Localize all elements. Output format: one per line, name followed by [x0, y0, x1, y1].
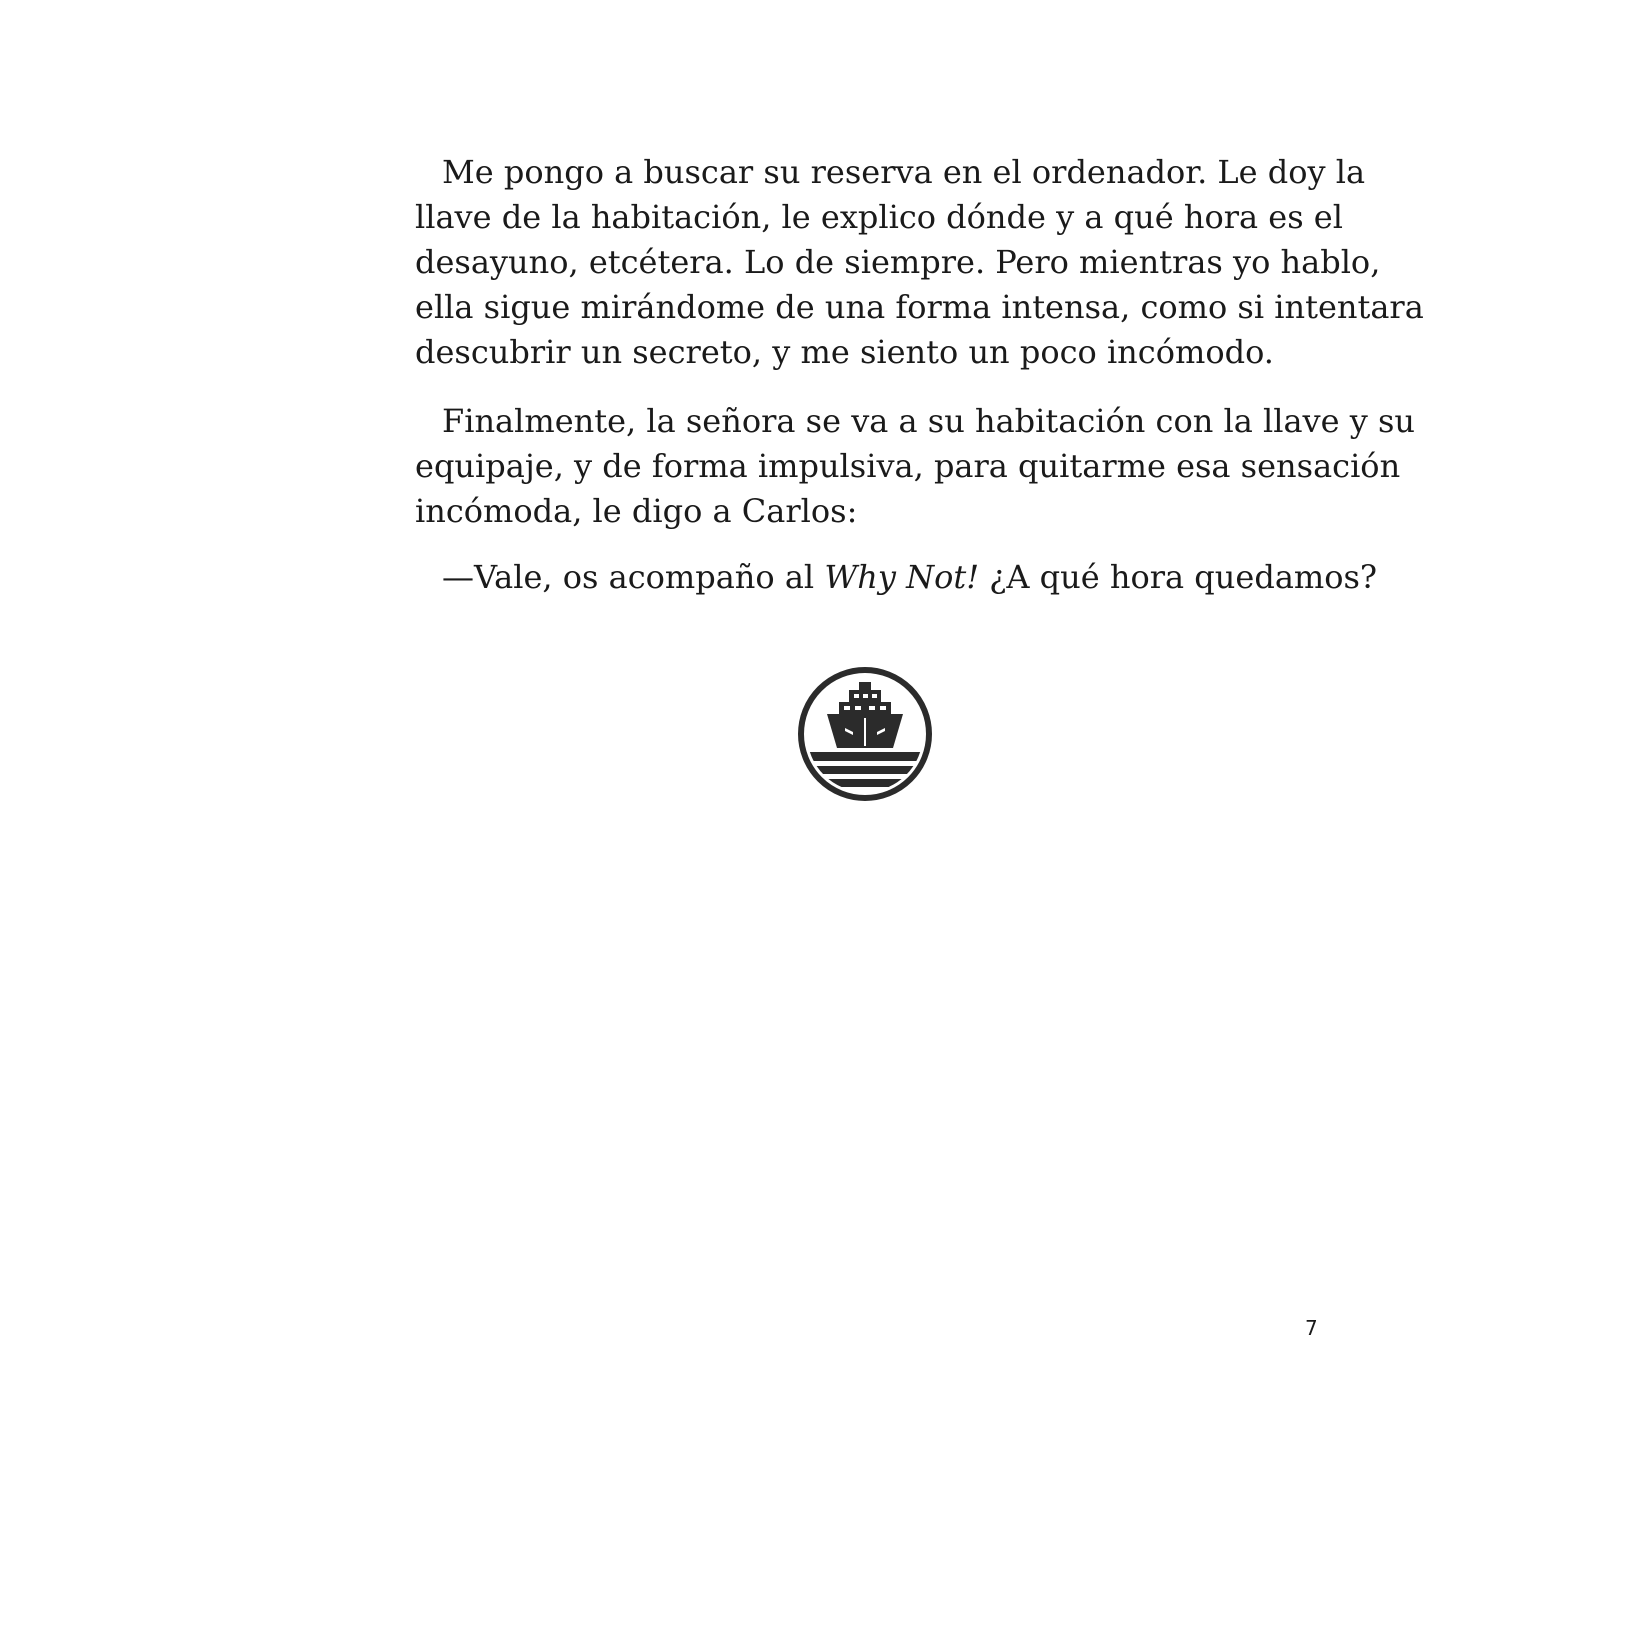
ship-emblem-icon	[797, 666, 933, 802]
page-number: 7	[1305, 1316, 1318, 1340]
text-line: llave de la habitación, le explico dónde y a qué hora es el	[415, 198, 1343, 236]
paragraph-1	[415, 150, 1424, 375]
body-text	[415, 150, 1424, 534]
text-line: ella sigue mirándome de una forma intensa, como si intentara	[415, 288, 1424, 326]
text-line: Me pongo a buscar su reserva en el ordenador. Le doy la	[442, 153, 1366, 191]
dialogue-paragraph	[442, 555, 1377, 600]
dialogue-italic-title: Why Not!	[824, 558, 980, 596]
dialogue-text-before: —Vale, os acompaño al	[442, 558, 825, 596]
text-line: incómoda, le digo a Carlos:	[415, 492, 858, 530]
paragraph-2	[415, 399, 1415, 534]
dialogue-text-after: ¿A qué hora quedamos?	[979, 558, 1378, 596]
text-line: equipaje, y de forma impulsiva, para quitarme esa sensación	[415, 447, 1401, 485]
text-line: Finalmente, la señora se va a su habitación con la llave y su	[442, 402, 1415, 440]
text-line: descubrir un secreto, y me siento un poco incómodo.	[415, 333, 1274, 371]
text-line: desayuno, etcétera. Lo de siempre. Pero mientras yo hablo,	[415, 243, 1381, 281]
